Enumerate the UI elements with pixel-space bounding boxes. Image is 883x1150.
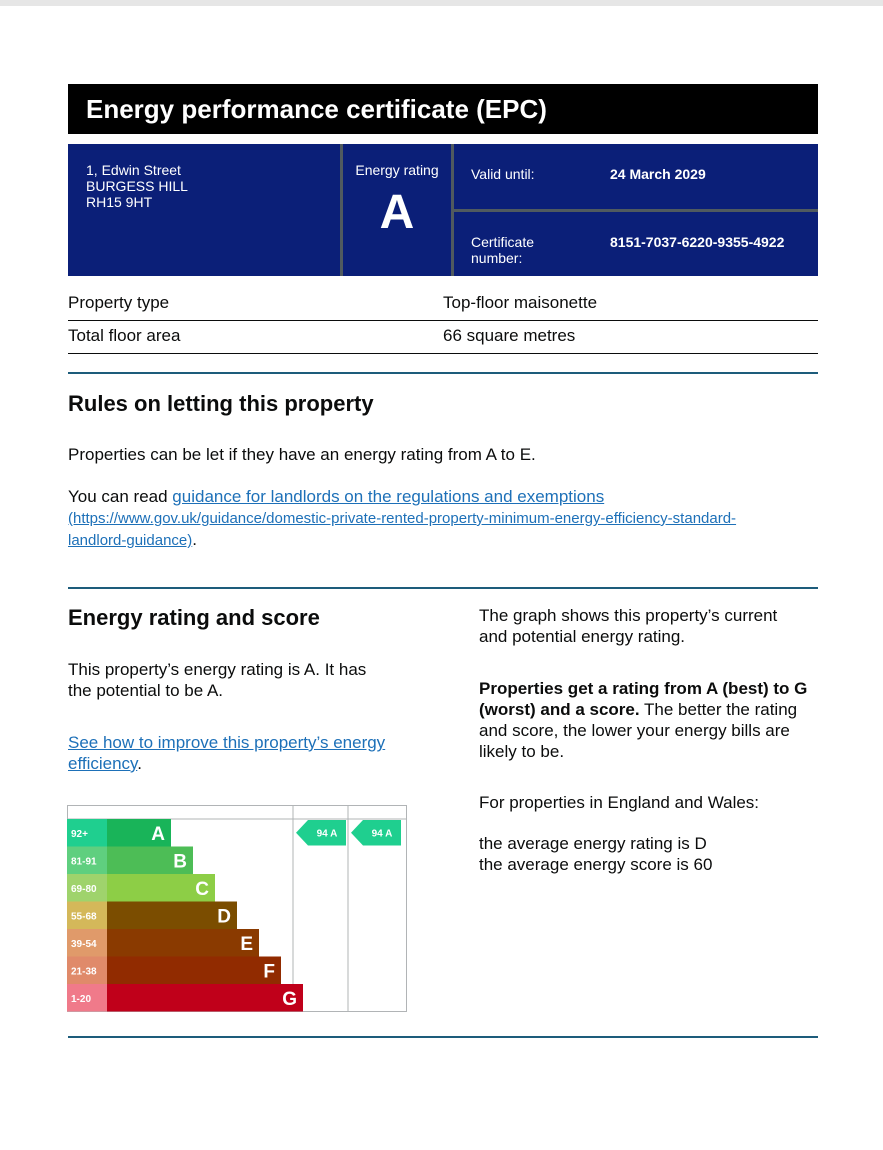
average-score: the average energy score is 60 [479,855,713,874]
improve-link[interactable]: See how to improve this property’s energy efficiency [68,733,386,773]
property-value: 66 square metres [443,326,576,345]
band-letter: B [173,851,187,873]
certificate-header [68,144,818,276]
address-line1: 1, Edwin Street [86,162,181,178]
property-key: Property type [68,293,170,312]
property-row [68,321,818,354]
band-letter: G [282,988,297,1010]
property-value: Top-floor maisonette [443,293,598,312]
rules-paragraph: Properties can be let if they have an energy rating from A to E. [68,445,536,464]
range-label: 21-38 [71,966,97,978]
averages [479,833,712,875]
average-rating: the average energy rating is D [479,834,707,853]
rating-paragraph: This property’s energy rating is A. It has the potential to be A. [68,660,367,700]
guidance-link[interactable]: guidance for landlords on the regulations and exemptions [172,487,605,506]
range-label: 39-54 [71,938,97,950]
rules-heading: Rules on letting this property [68,391,374,416]
band-g [107,984,303,1012]
region-note: For properties in England and Wales: [479,793,760,812]
page-title: Energy performance certificate (EPC) [68,84,818,134]
section-divider [68,587,818,589]
certificate-number-value: 8151-7037-6220-9355-4922 [610,234,785,250]
band-letter: A [151,823,165,845]
guidance-url-link[interactable]: (https://www.gov.uk/guidance/domestic-private-rented-property-minimum-energy-efficiency-standard- landlord-guidance) [68,510,737,549]
certificate-number-label: Certificate number: [471,234,535,266]
band-e [107,929,259,957]
top-strip [0,0,883,6]
range-label: 69-80 [71,883,97,895]
energy-rating-label: Energy rating [355,162,439,178]
band-f [107,957,281,985]
range-label: 81-91 [71,856,97,868]
band-letter: F [263,961,275,983]
valid-until-value: 24 March 2029 [610,166,706,182]
band-letter: C [195,878,209,900]
address-line2: BURGESS HILL [86,178,188,194]
property-key: Total floor area [68,326,181,345]
range-label: 1-20 [71,993,92,1005]
rating-explanation: Properties get a rating from A (best) to G (worst) and a score. The better the rating and score, the lower your energy bills are likely to be. [479,679,808,761]
energy-rating-chart [67,805,407,1012]
band-letter: D [217,906,231,928]
range-label: 92+ [71,828,88,840]
guidance-paragraph: You can read guidance for landlords on the regulations and exemptions (https://www.gov.uk/guidance/domestic-private-rented-property-minimum-energy-efficiency-standard- landlord-guidance). [68,487,737,549]
energy-rating-value: A [379,186,415,239]
address-postcode: RH15 9HT [86,194,153,210]
section-divider [68,372,818,374]
divider [454,209,818,212]
improve-paragraph: See how to improve this property’s energy efficiency. [68,733,386,773]
address [86,162,188,210]
band-letter: E [240,933,253,955]
graph-description: The graph shows this property’s current and potential energy rating. [479,606,778,646]
potential-rating-label: 94 A [371,828,393,840]
current-rating-label: 94 A [316,828,338,840]
range-label: 55-68 [71,911,97,923]
score-heading: Energy rating and score [68,605,320,630]
property-row [68,288,818,321]
valid-until-label: Valid until: [471,166,535,182]
section-divider [68,1036,818,1038]
